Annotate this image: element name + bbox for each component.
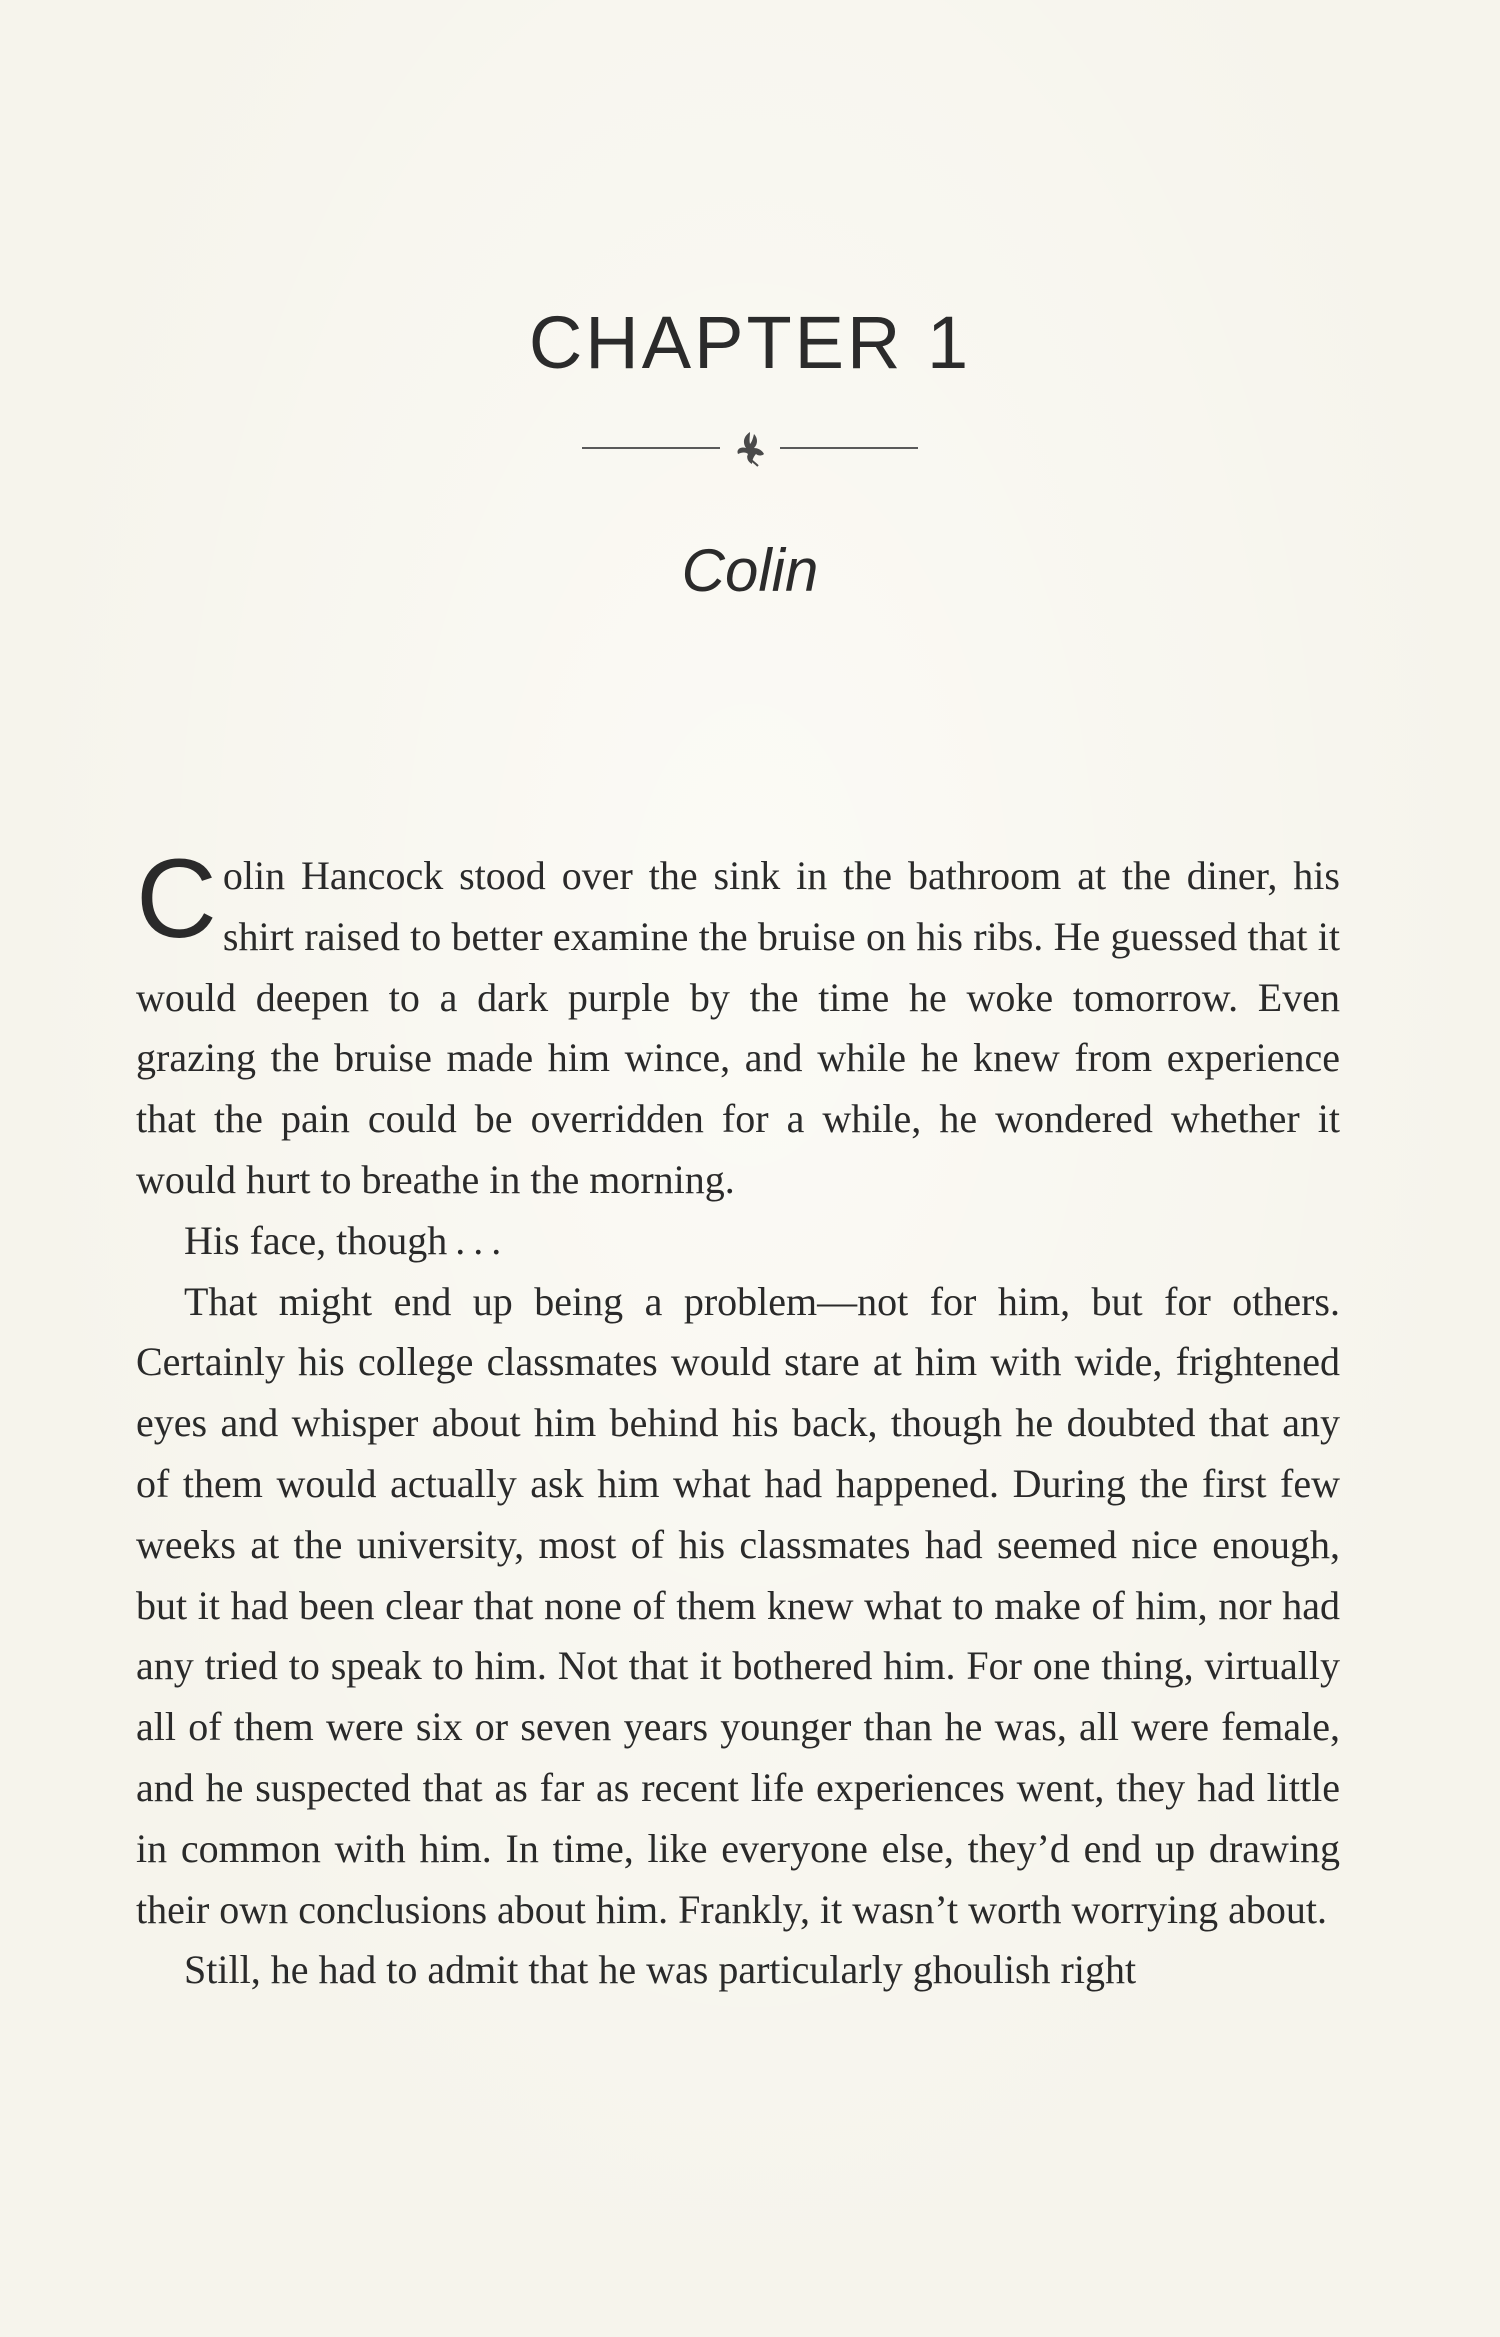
paragraph-1-text: olin Hancock stood over the sink in the bathroom at the diner, his shirt raised to better examine the bruise on his ribs. He guessed that it would deepen to a dark purple by the time he woke tomorrow. Even grazing the bruise made him wince, and while he knew from experience that the pain could be overridden for a while, he wondered whether it would hurt to breathe in the morning. — [136, 853, 1340, 1202]
drop-cap: C — [136, 836, 217, 961]
ornament-right-rule — [780, 447, 918, 449]
paragraph-2: His face, though . . . — [184, 1217, 502, 1263]
paragraph-4: Still, he had to admit that he was particularly ghoulish right — [184, 1947, 1137, 1993]
chapter-ornament — [0, 428, 1500, 468]
floral-ornament-icon — [728, 426, 772, 470]
ornament-left-rule — [582, 447, 720, 449]
chapter-heading: CHAPTER 1 — [528, 301, 972, 384]
paragraph-3: That might end up being a problem—not for him, but for others. Certainly his college classmates would stare at him with wide, frightened eyes and whisper about him behind his back, though he doubted that any of them would actually ask him what had happened. During the first few weeks at the university, most of his classmates had seemed nice enough, but it had been clear that none of them knew what to make of him, nor had any tried to speak to him. Not that it bothered him. For one thing, virtually all of them were six or seven years younger than he was, all were female, and he suspected that as far as recent life experiences went, they had little in common with him. In time, like everyone else, they’d end up drawing their own conclusions about him. Frankly, it wasn’t worth worrying about. — [136, 1278, 1340, 1932]
chapter-body — [136, 836, 1340, 2001]
section-title: Colin — [681, 537, 819, 604]
paragraph-1 — [136, 836, 1340, 1211]
